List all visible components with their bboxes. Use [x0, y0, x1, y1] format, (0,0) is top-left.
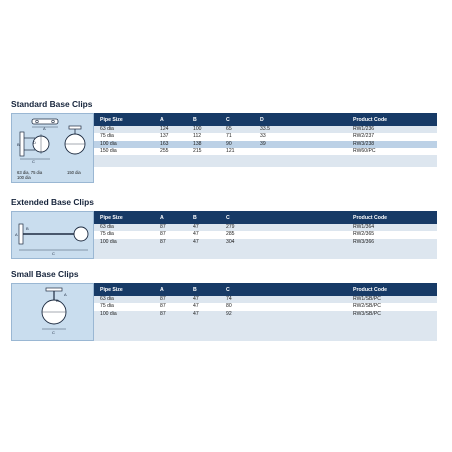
cell: RW3/238	[347, 141, 437, 148]
header-a: A	[154, 283, 187, 296]
section-panel	[11, 211, 437, 259]
section-panel	[11, 283, 437, 341]
header-empty	[254, 211, 347, 224]
table-row	[94, 239, 437, 246]
extended-clip-table	[94, 211, 437, 246]
small-clip-drawing	[12, 284, 95, 342]
table-row	[94, 231, 437, 238]
dim-label-b: B	[56, 298, 59, 303]
header-empty	[254, 283, 347, 296]
table-header-row	[94, 113, 437, 126]
cell: 138	[187, 141, 220, 148]
cell: 163	[154, 141, 187, 148]
cell: RW60/PC	[347, 148, 437, 155]
standard-base-clips-section	[11, 98, 437, 183]
cell	[254, 148, 347, 155]
cell	[254, 224, 347, 231]
header-a: A	[154, 113, 187, 126]
cell: 33	[254, 133, 347, 140]
dim-label-a: A	[43, 126, 46, 131]
standard-clip-table-wrap	[94, 113, 437, 183]
cell: RW2/SB/PC	[347, 303, 437, 310]
dim-label-d: D	[33, 140, 36, 145]
section-title: Standard Base Clips	[11, 99, 93, 109]
cell: 100 dia	[94, 141, 154, 148]
header-b: B	[187, 113, 220, 126]
table-filler	[94, 155, 437, 167]
cell	[254, 296, 347, 303]
cell: 63 dia	[94, 224, 154, 231]
cell: 47	[187, 303, 220, 310]
small-base-clips-section	[11, 268, 437, 341]
cell: 87	[154, 231, 187, 238]
cell: 150 dia	[94, 148, 154, 155]
cell: 47	[187, 239, 220, 246]
cell: RW2/365	[347, 231, 437, 238]
table-header-row	[94, 211, 437, 224]
cell: 87	[154, 296, 187, 303]
cell	[254, 303, 347, 310]
cell: RW1/236	[347, 126, 437, 133]
table-row	[94, 296, 437, 303]
cell: 92	[220, 311, 254, 318]
caption-small-sizes: 63 dia, 75 dia 100 dia	[17, 170, 43, 180]
dim-label-c: C	[52, 251, 55, 256]
cell: 75 dia	[94, 231, 154, 238]
header-c: C	[220, 211, 254, 224]
table-row	[94, 133, 437, 140]
small-clip-table	[94, 283, 437, 318]
table-header-row	[94, 283, 437, 296]
cell: 33.5	[254, 126, 347, 133]
cell: 304	[220, 239, 254, 246]
table-row	[94, 303, 437, 310]
section-panel	[11, 113, 437, 183]
cell	[254, 231, 347, 238]
cell: 137	[154, 133, 187, 140]
header-c: C	[220, 113, 254, 126]
cell: 74	[220, 296, 254, 303]
dim-label-c: C	[52, 330, 55, 335]
cell: 90	[220, 141, 254, 148]
small-clip-table-wrap	[94, 283, 437, 341]
cell: 75 dia	[94, 133, 154, 140]
cell: RW1/SB/PC	[347, 296, 437, 303]
dim-label-b: B	[26, 226, 29, 231]
cell: 75 dia	[94, 303, 154, 310]
standard-clip-table	[94, 113, 437, 155]
cell: 65	[220, 126, 254, 133]
extended-base-clips-section	[11, 196, 437, 259]
table-filler	[94, 246, 437, 259]
extended-clip-diagram	[11, 211, 94, 259]
cell: 100 dia	[94, 239, 154, 246]
cell: 63 dia	[94, 126, 154, 133]
cell: 87	[154, 311, 187, 318]
header-product-code: Product Code	[347, 211, 437, 224]
header-pipe-size: Pipe Size	[94, 283, 154, 296]
cell: 63 dia	[94, 296, 154, 303]
header-b: B	[187, 211, 220, 224]
dim-label-a: A	[64, 292, 67, 297]
cell: 100 dia	[94, 311, 154, 318]
header-pipe-size: Pipe Size	[94, 211, 154, 224]
small-clip-diagram	[11, 283, 94, 341]
section-title: Small Base Clips	[11, 269, 79, 279]
cell: 87	[154, 303, 187, 310]
cell: RW3/SB/PC	[347, 311, 437, 318]
cell	[254, 239, 347, 246]
table-row	[94, 141, 437, 148]
header-b: B	[187, 283, 220, 296]
cell: 39	[254, 141, 347, 148]
dim-label-a: A	[15, 232, 18, 237]
cell: 121	[220, 148, 254, 155]
cell: 87	[154, 239, 187, 246]
cell: 47	[187, 231, 220, 238]
extended-clip-drawing	[12, 212, 95, 260]
header-product-code: Product Code	[347, 113, 437, 126]
cell: 87	[154, 224, 187, 231]
table-row	[94, 311, 437, 318]
cell: 71	[220, 133, 254, 140]
cell: 100	[187, 126, 220, 133]
header-pipe-size: Pipe Size	[94, 113, 154, 126]
cell: 124	[154, 126, 187, 133]
table-row	[94, 126, 437, 133]
cell: 255	[154, 148, 187, 155]
cell: 112	[187, 133, 220, 140]
dim-label-b: B	[17, 142, 20, 147]
cell: 47	[187, 296, 220, 303]
cell: RW1/364	[347, 224, 437, 231]
section-title: Extended Base Clips	[11, 197, 94, 207]
table-row	[94, 148, 437, 155]
cell: 47	[187, 311, 220, 318]
table-filler	[94, 318, 437, 341]
standard-clip-diagram	[11, 113, 94, 183]
cell: 215	[187, 148, 220, 155]
cell: 80	[220, 303, 254, 310]
cell: 47	[187, 224, 220, 231]
cell: 279	[220, 224, 254, 231]
dim-label-c: C	[32, 159, 35, 164]
cell: RW3/366	[347, 239, 437, 246]
header-product-code: Product Code	[347, 283, 437, 296]
header-a: A	[154, 211, 187, 224]
cell: 285	[220, 231, 254, 238]
cell: RW2/237	[347, 133, 437, 140]
extended-clip-table-wrap	[94, 211, 437, 259]
caption-150-dia: 150 dia	[67, 170, 81, 175]
header-c: C	[220, 283, 254, 296]
cell	[254, 311, 347, 318]
header-d: D	[254, 113, 347, 126]
table-row	[94, 224, 437, 231]
